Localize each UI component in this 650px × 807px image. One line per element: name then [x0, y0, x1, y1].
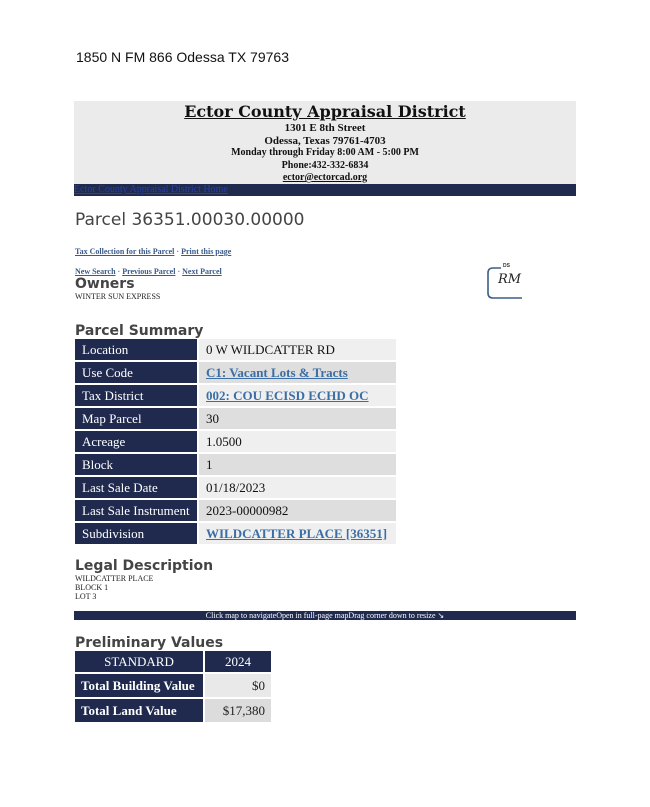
summary-value: 1	[198, 453, 396, 476]
next-parcel-link[interactable]: Next Parcel	[182, 267, 222, 276]
summary-value: 0 W WILDCATTER RD	[198, 339, 396, 361]
summary-value	[198, 522, 396, 545]
table-row	[75, 430, 396, 453]
agency-street: 1301 E 8th Street	[284, 122, 366, 134]
table-row	[75, 384, 396, 407]
summary-label: Acreage	[75, 430, 198, 453]
parcel-page	[74, 101, 576, 724]
values-col-year: 2024	[204, 651, 271, 673]
table-row	[75, 522, 396, 545]
summary-value: 01/18/2023	[198, 476, 396, 499]
agency-phone: Phone:432-332-6834	[281, 159, 369, 171]
link-separator: ·	[176, 247, 180, 256]
legal-description-heading: Legal Description	[75, 558, 214, 574]
agency-email-link[interactable]: ector@ectorcad.org	[282, 172, 368, 183]
nav-bar	[74, 184, 576, 196]
summary-value-link[interactable]: WILDCATTER PLACE [36351]	[206, 525, 388, 541]
summary-label: Last Sale Instrument	[75, 499, 198, 522]
summary-value: 1.0500	[198, 430, 396, 453]
preliminary-values-heading: Preliminary Values	[75, 635, 224, 651]
legal-line: BLOCK 1	[75, 583, 109, 592]
signature-ds-label: DS	[503, 263, 510, 269]
map-click-hint: Click map to navigate	[205, 611, 277, 620]
agency-hours: Monday through Friday 8:00 AM - 5:00 PM	[231, 147, 419, 158]
preliminary-values-table	[75, 651, 271, 724]
summary-label: Tax District	[75, 384, 198, 407]
parcel-summary-table	[75, 339, 396, 546]
previous-parcel-link[interactable]: Previous Parcel	[122, 267, 176, 276]
parcel-actions	[75, 247, 576, 256]
table-row	[75, 407, 396, 430]
summary-label: Block	[75, 453, 198, 476]
summary-label: Last Sale Date	[75, 476, 198, 499]
parcel-title: Parcel 36351.00030.00000	[75, 210, 305, 230]
link-separator: ·	[117, 267, 121, 276]
owner-name: WINTER SUN EXPRESS	[75, 292, 161, 301]
summary-label: Map Parcel	[75, 407, 198, 430]
new-search-link[interactable]: New Search	[75, 267, 116, 276]
values-col-standard: STANDARD	[75, 651, 204, 673]
legal-line: WILDCATTER PLACE	[75, 574, 154, 583]
link-separator: ·	[177, 267, 181, 276]
home-link[interactable]: Ector County Appraisal District Home	[74, 184, 228, 195]
print-page-link[interactable]: Print this page	[181, 247, 232, 256]
summary-value: 30	[198, 407, 396, 430]
value-amount: $0	[204, 673, 271, 698]
summary-value-link[interactable]: 002: COU ECISD ECHD OC	[206, 387, 369, 403]
tax-collection-link[interactable]: Tax Collection for this Parcel	[75, 247, 175, 256]
agency-city: Odessa, Texas 79761-4703	[264, 134, 386, 147]
summary-value-link[interactable]: C1: Vacant Lots & Tracts	[206, 364, 348, 380]
summary-value	[198, 361, 396, 384]
summary-value	[198, 384, 396, 407]
map-control-bar	[74, 611, 576, 620]
value-label: Total Building Value	[75, 673, 204, 698]
owners-heading: Owners	[75, 276, 135, 292]
table-row	[75, 673, 271, 698]
value-amount: $17,380	[204, 698, 271, 723]
agency-header	[74, 101, 576, 184]
summary-label: Subdivision	[75, 522, 198, 545]
legal-line: LOT 3	[75, 592, 97, 601]
open-full-map-link[interactable]: Open in full-page map	[276, 611, 349, 620]
summary-value: 2023-00000982	[198, 499, 396, 522]
table-row	[75, 453, 396, 476]
parcel-summary-heading: Parcel Summary	[75, 323, 204, 339]
value-label: Total Land Value	[75, 698, 204, 723]
table-row	[75, 698, 271, 723]
table-row	[75, 476, 396, 499]
summary-label: Location	[75, 339, 198, 361]
table-row	[75, 499, 396, 522]
summary-label: Use Code	[75, 361, 198, 384]
signature-initials: RM	[498, 272, 522, 287]
table-row	[75, 339, 396, 361]
agency-name: Ector County Appraisal District	[184, 102, 466, 121]
parcel-navigation	[75, 267, 576, 276]
document-address: 1850 N FM 866 Odessa TX 79763	[76, 49, 289, 65]
table-row	[75, 361, 396, 384]
map-resize-hint[interactable]: Drag corner down to resize ↘	[348, 611, 445, 620]
